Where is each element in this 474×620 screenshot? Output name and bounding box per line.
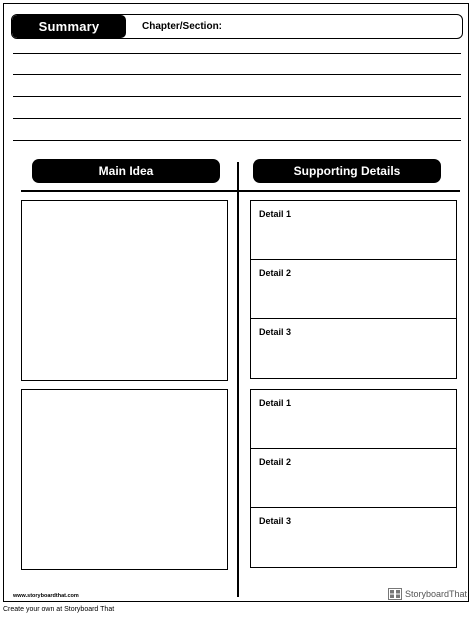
worksheet — [3, 3, 469, 602]
details-group-2 — [250, 389, 457, 568]
supporting-details-header: Supporting Details — [253, 159, 441, 183]
detail-label: Detail 3 — [259, 516, 292, 526]
storyboardthat-logo — [388, 588, 467, 600]
chapter-section-label[interactable]: Chapter/Section: — [142, 21, 223, 32]
summary-line-4[interactable] — [13, 118, 461, 119]
details-group-1 — [250, 200, 457, 379]
detail-label: Detail 3 — [259, 327, 292, 337]
detail-cell[interactable] — [251, 319, 456, 378]
summary-line-2[interactable] — [13, 74, 461, 75]
detail-label: Detail 2 — [259, 268, 292, 278]
detail-cell[interactable] — [251, 449, 456, 508]
main-idea-box-1[interactable] — [21, 200, 228, 381]
storyboard-grid-icon — [388, 588, 402, 600]
detail-cell[interactable] — [251, 201, 456, 260]
footer-url: www.storyboardthat.com — [13, 593, 79, 599]
summary-line-1[interactable] — [13, 53, 461, 54]
detail-cell[interactable] — [251, 260, 456, 319]
summary-line-3[interactable] — [13, 96, 461, 97]
credit-text[interactable]: Create your own at Storyboard That — [3, 606, 115, 613]
main-idea-box-2[interactable] — [21, 389, 228, 570]
summary-bar — [11, 14, 463, 39]
main-idea-header: Main Idea — [32, 159, 220, 183]
summary-title: Summary — [12, 15, 126, 38]
column-divider — [237, 162, 239, 597]
detail-label: Detail 1 — [259, 209, 292, 219]
detail-label: Detail 1 — [259, 398, 292, 408]
summary-line-5[interactable] — [13, 140, 461, 141]
header-divider — [21, 190, 460, 192]
brand-name: StoryboardThat — [405, 589, 468, 599]
detail-label: Detail 2 — [259, 457, 292, 467]
detail-cell[interactable] — [251, 390, 456, 449]
detail-cell[interactable] — [251, 508, 456, 567]
